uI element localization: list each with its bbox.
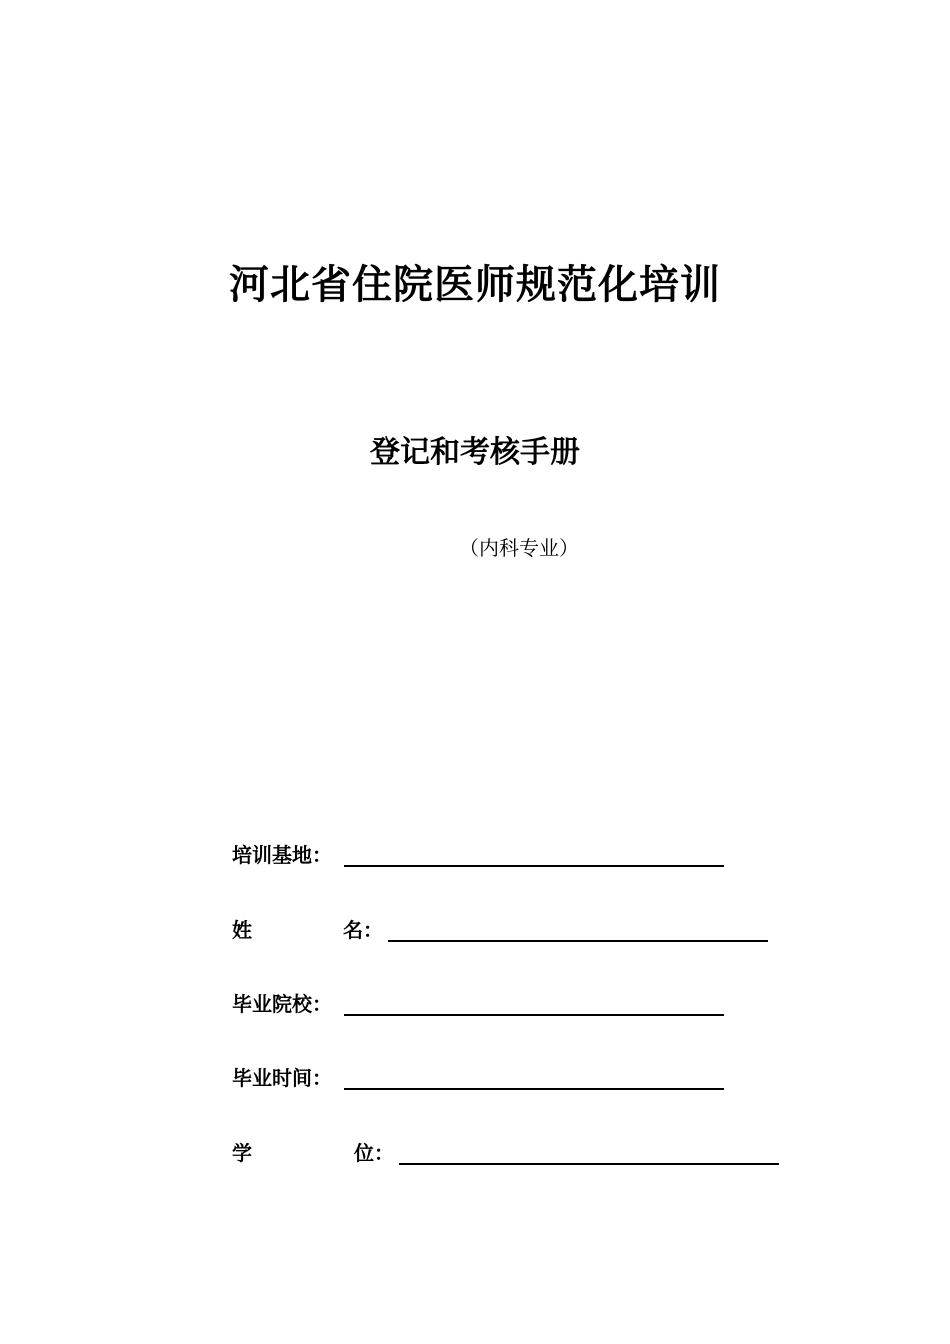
document-title: 河北省住院医师规范化培训 — [229, 262, 721, 308]
degree-blank-line[interactable] — [399, 1163, 779, 1165]
training-base-blank-line[interactable] — [344, 865, 724, 867]
graduation-date-blank-line[interactable] — [344, 1088, 724, 1090]
graduate-school-blank-line[interactable] — [344, 1014, 724, 1016]
degree-label-second: 位： — [354, 1141, 394, 1165]
document-subtitle: 登记和考核手册 — [370, 435, 580, 470]
graduate-school-label: 毕业院校： — [232, 992, 332, 1016]
specialty-note: （内科专业） — [459, 536, 579, 560]
name-label-first: 姓 — [232, 918, 252, 942]
degree-label-first: 学 — [232, 1141, 252, 1165]
name-label-second: 名： — [343, 918, 383, 942]
graduation-date-label: 毕业时间： — [232, 1066, 332, 1090]
training-base-label: 培训基地： — [232, 843, 332, 867]
name-blank-line[interactable] — [388, 940, 768, 942]
